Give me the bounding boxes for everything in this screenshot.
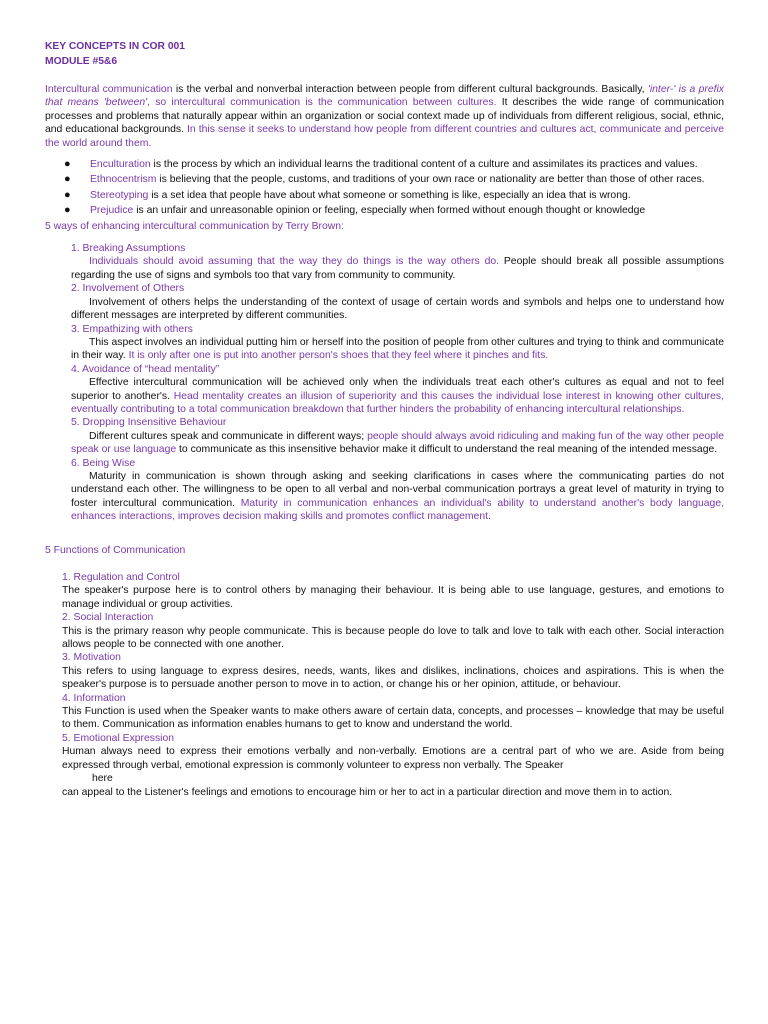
function-item <box>62 732 724 799</box>
intro-text-2: , so intercultural communication is the communication between cultures. <box>147 97 497 109</box>
bullet-icon: ● <box>64 188 71 201</box>
list-item <box>64 173 724 186</box>
way-body <box>71 296 724 323</box>
function-title: 4. Information <box>62 692 126 704</box>
bullet-icon: ● <box>64 173 71 186</box>
functions-list <box>45 571 724 799</box>
intro-text-4: In this sense it seeks to understand how people from different countries and cultures act, communicate and perceive the world around them. <box>45 124 724 149</box>
way-title: 2. Involvement of Others <box>71 283 185 295</box>
function-body: This is the primary reason why people communicate. This is because people do love to talk and love to talk with each other. Social interaction allows people to be connected with one another. <box>62 625 724 651</box>
way-text-highlight: Head mentality creates an illusion of superiority and this causes the individual lose interest in knowing other cultures, eventually contributing to a total communication breakdown that further hinders the probability of enhancing intercultural relationships. <box>71 390 724 415</box>
concept-term: Prejudice <box>90 205 134 217</box>
way-title: 5. Dropping Insensitive Behaviour <box>71 417 227 429</box>
way-text: Maturity in communication is shown through asking and seeking clarifications in cases where the communicating parties do not understand each other. The willingness to be open to all verbal and non-verbal communication portrays a great level of maturity in trying to foster intercultural communication. <box>71 470 724 509</box>
way-title: 1. Breaking Assumptions <box>71 243 186 255</box>
concept-definition: is the process by which an individual learns the traditional content of a culture and assimilates its practices and values. <box>150 159 698 171</box>
way-item <box>71 363 724 417</box>
concept-definition: is believing that the people, customs, and traditions of your own race or nationality are better than those of other races. <box>156 174 705 186</box>
way-text: to communicate as this insensitive behavior make it difficult to understand the real meaning of the intended message. <box>176 444 718 456</box>
document-header <box>45 40 724 69</box>
way-text-highlight: people should always avoid ridiculing and making fun of the way other people speak or use language <box>71 430 724 456</box>
intro-quote: 'inter-' is a prefix that means 'between' <box>45 84 724 109</box>
ways-list <box>45 242 724 524</box>
concepts-list <box>45 158 724 218</box>
way-item <box>71 323 724 363</box>
function-body: This Function is used when the Speaker wants to make others aware of certain data, concepts, and processes – knowledge that may be useful to them. Communication as information enables humans to get to know and understand the world. <box>62 706 724 731</box>
way-text: Different cultures speak and communicate in different ways; <box>89 430 368 442</box>
concept-definition: is an unfair and unreasonable opinion or feeling, especially when formed without enough thought or knowledge <box>133 205 646 217</box>
way-text: People should break all possible assumptions regarding the use of signs and symbols too that vary from community to community. <box>71 256 724 281</box>
ways-section-title: 5 ways of enhancing intercultural communication by Terry Brown: <box>45 220 344 232</box>
bullet-icon: ● <box>64 204 71 217</box>
intro-term: Intercultural communication <box>45 84 173 95</box>
concept-term: Ethnocentrism <box>90 174 157 186</box>
functions-section-title: 5 Functions of Communication <box>45 544 186 556</box>
function-title: 3. Motivation <box>62 652 121 664</box>
function-title: 1. Regulation and Control <box>62 572 180 583</box>
function-body: This refers to using language to express desires, needs, wants, likes and dislikes, inclinations, choices and aspirations. This is when the speaker's purpose is to persuade another person to move in to action, or change his or her opinion, attitude, or behaviour. <box>62 665 724 691</box>
way-body <box>71 255 724 282</box>
module-title: MODULE #5&6 <box>45 55 118 67</box>
way-title: 4. Avoidance of “head mentality” <box>71 363 220 375</box>
intro-text-3: It describes the wide range of communication processes and problems that naturally appear within an organization or social context made up of individuals from different religious, social, ethnic, and educational backgrounds. <box>45 97 724 136</box>
function-body-end: can appeal to the Listener's feelings and emotions to encourage him or her to act in a particular direction and move them in to action. <box>62 786 673 798</box>
intro-text-1: is the verbal and nonverbal interaction between people from different cultural backgrounds. Basically, <box>172 84 648 95</box>
bullet-icon: ● <box>64 158 71 171</box>
way-text-highlight: Maturity in communication enhances an individual's ability to understand another's body language, enhances interactions, improves decision making skills and promotes conflict management. <box>71 497 724 523</box>
way-body <box>71 430 724 457</box>
function-body: The speaker's purpose here is to control others by managing their behaviour. It is being able to use language, gestures, and emotions to manage individual or group activities. <box>62 585 724 610</box>
function-body: Human always need to express their emotions verbally and non-verbally. Emotions are a central part of who we are. Aside from being expressed through verbal, emotional expression is commonly volunteer to express non verbally. The Speaker <box>62 746 724 771</box>
way-body <box>71 470 724 524</box>
function-item <box>62 611 724 651</box>
way-text-highlight: Individuals should avoid assuming that the way they do things is the way others do. <box>89 256 500 268</box>
way-item <box>71 282 724 322</box>
way-title: 6. Being Wise <box>71 457 136 469</box>
concept-term: Enculturation <box>90 159 151 171</box>
list-item <box>64 158 724 171</box>
function-title: 2. Social Interaction <box>62 612 154 624</box>
way-text: This aspect involves an individual putting him or herself into the position of people from other cultures and trying to think and communicate in their way. <box>71 336 724 362</box>
way-item <box>71 416 724 456</box>
concept-term: Stereotyping <box>90 189 149 201</box>
way-text: Involvement of others helps the understanding of the context of usage of certain words and symbols and helps one to understand how different messages are interpreted by different communities. <box>71 296 724 322</box>
way-body <box>71 376 724 416</box>
list-item <box>64 204 724 217</box>
list-item <box>64 188 724 202</box>
way-item <box>71 242 724 282</box>
function-title: 5. Emotional Expression <box>62 732 175 744</box>
way-item <box>71 457 724 524</box>
way-body <box>71 336 724 363</box>
way-text-highlight: It is only after one is put into another person's shoes that they feel where it pinches and fits. <box>128 350 549 362</box>
way-text: Effective intercultural communication will be achieved only when the individuals treat each other's cultures as equal and not to feel superior to another's. <box>71 377 724 402</box>
function-item <box>62 692 724 732</box>
function-body-here: here <box>92 773 113 785</box>
way-title: 3. Empathizing with others <box>71 323 193 335</box>
concept-definition: is a set idea that people have about what someone or something is like, especially an idea that is wrong. <box>148 189 631 201</box>
function-item <box>62 571 724 611</box>
intro-paragraph <box>45 83 724 150</box>
function-item <box>62 651 724 691</box>
course-title: KEY CONCEPTS IN COR 001 <box>45 41 185 52</box>
